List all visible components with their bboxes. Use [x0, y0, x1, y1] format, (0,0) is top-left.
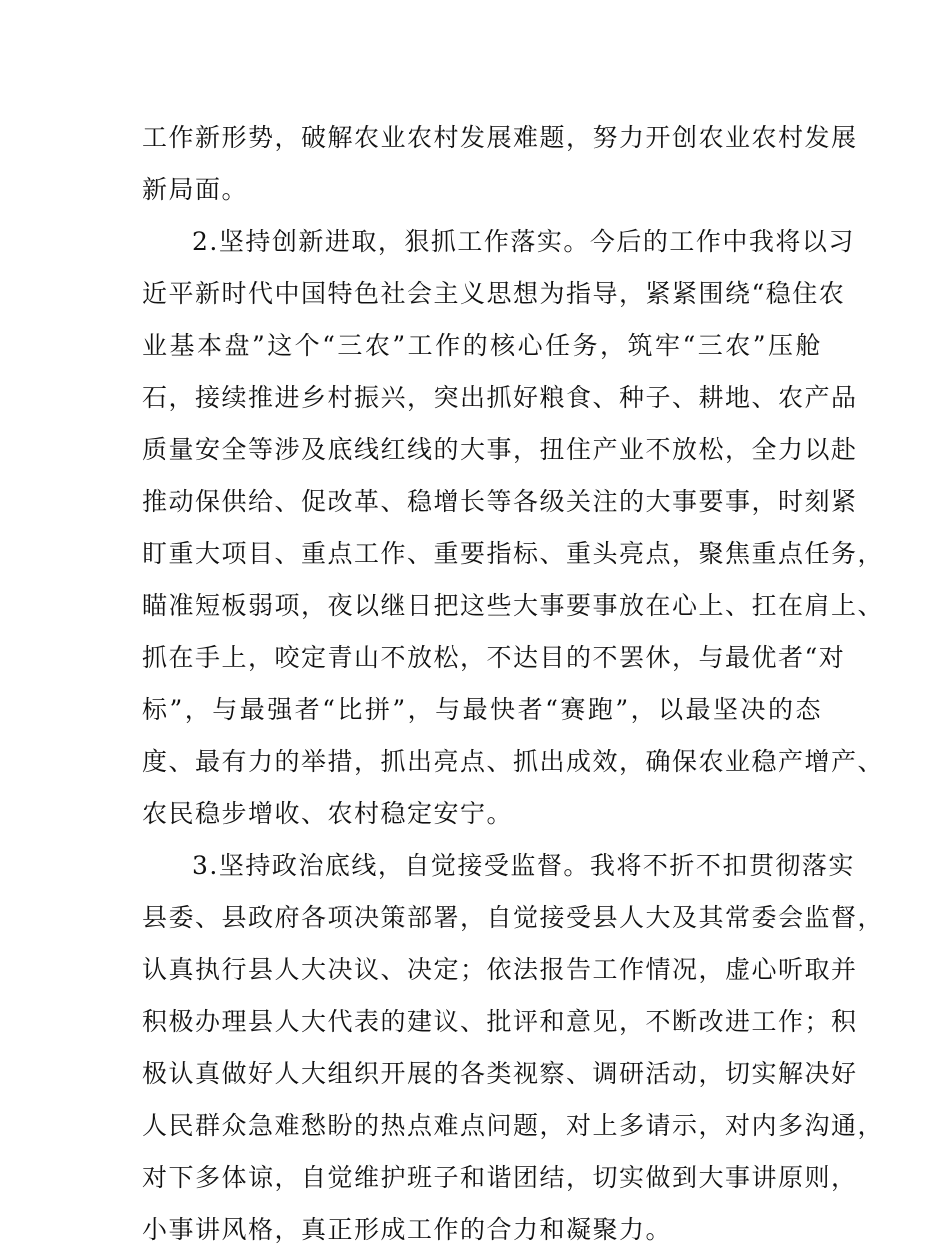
p1-line-12: 农民稳步增收、农村稳定安宁。: [142, 799, 514, 828]
p1-line-8: 瞄准短板弱项，夜以继日把这些大事要事放在心上、扛在肩上、: [142, 591, 885, 620]
p2-line-2: 县委、县政府各项决策部署，自觉接受县人大及其常委会监督，: [142, 903, 885, 932]
p2-line-4: 积极办理县人大代表的建议、批评和意见，不断改进工作；积: [142, 1007, 858, 1036]
p2-line-6: 人民群众急难愁盼的热点难点问题，对上多请示，对内多沟通，: [142, 1111, 885, 1140]
p2-line-3: 认真执行县人大决议、决定；依法报告工作情况，虚心听取并: [142, 955, 858, 984]
p2-line-1: 3.坚持政治底线，自觉接受监督。我将不折不扣贯彻落实: [192, 851, 855, 880]
p1-line-6: 推动保供给、促改革、稳增长等各级关注的大事要事，时刻紧: [142, 487, 858, 516]
p0-line-2: 新局面。: [142, 175, 249, 204]
p0-line-1: 工作新形势，破解农业农村发展难题，努力开创农业农村发展: [142, 123, 858, 152]
p1-line-5: 质量安全等涉及底线红线的大事，扭住产业不放松，全力以赴: [142, 435, 858, 464]
p2-line-8: 小事讲风格，真正形成工作的合力和凝聚力。: [142, 1215, 673, 1244]
p1-line-10: 标”，与最强者“比拼”，与最快者“赛跑”，以最坚决的态: [142, 695, 822, 724]
p1-line-11: 度、最有力的举措，抓出亮点、抓出成效，确保农业稳产增产、: [142, 747, 885, 776]
p2-line-5: 极认真做好人大组织开展的各类视察、调研活动，切实解决好: [142, 1059, 858, 1088]
p1-line-4: 石，接续推进乡村振兴，突出抓好粮食、种子、耕地、农产品: [142, 383, 858, 412]
body-text: [142, 112, 885, 1256]
p1-line-7: 盯重大项目、重点工作、重要指标、重头亮点，聚焦重点任务，: [142, 539, 885, 568]
p1-line-1: 2.坚持创新进取，狠抓工作落实。今后的工作中我将以习: [192, 227, 855, 256]
p2-line-7: 对下多体谅，自觉维护班子和谐团结，切实做到大事讲原则，: [142, 1163, 858, 1192]
p1-line-9: 抓在手上，咬定青山不放松，不达目的不罢休，与最优者“对: [142, 643, 846, 672]
p1-line-2: 近平新时代中国特色社会主义思想为指导，紧紧围绕“稳住农: [142, 279, 846, 308]
p1-line-3: 业基本盘”这个“三农”工作的核心任务，筑牢“三农”压舱: [142, 331, 822, 360]
